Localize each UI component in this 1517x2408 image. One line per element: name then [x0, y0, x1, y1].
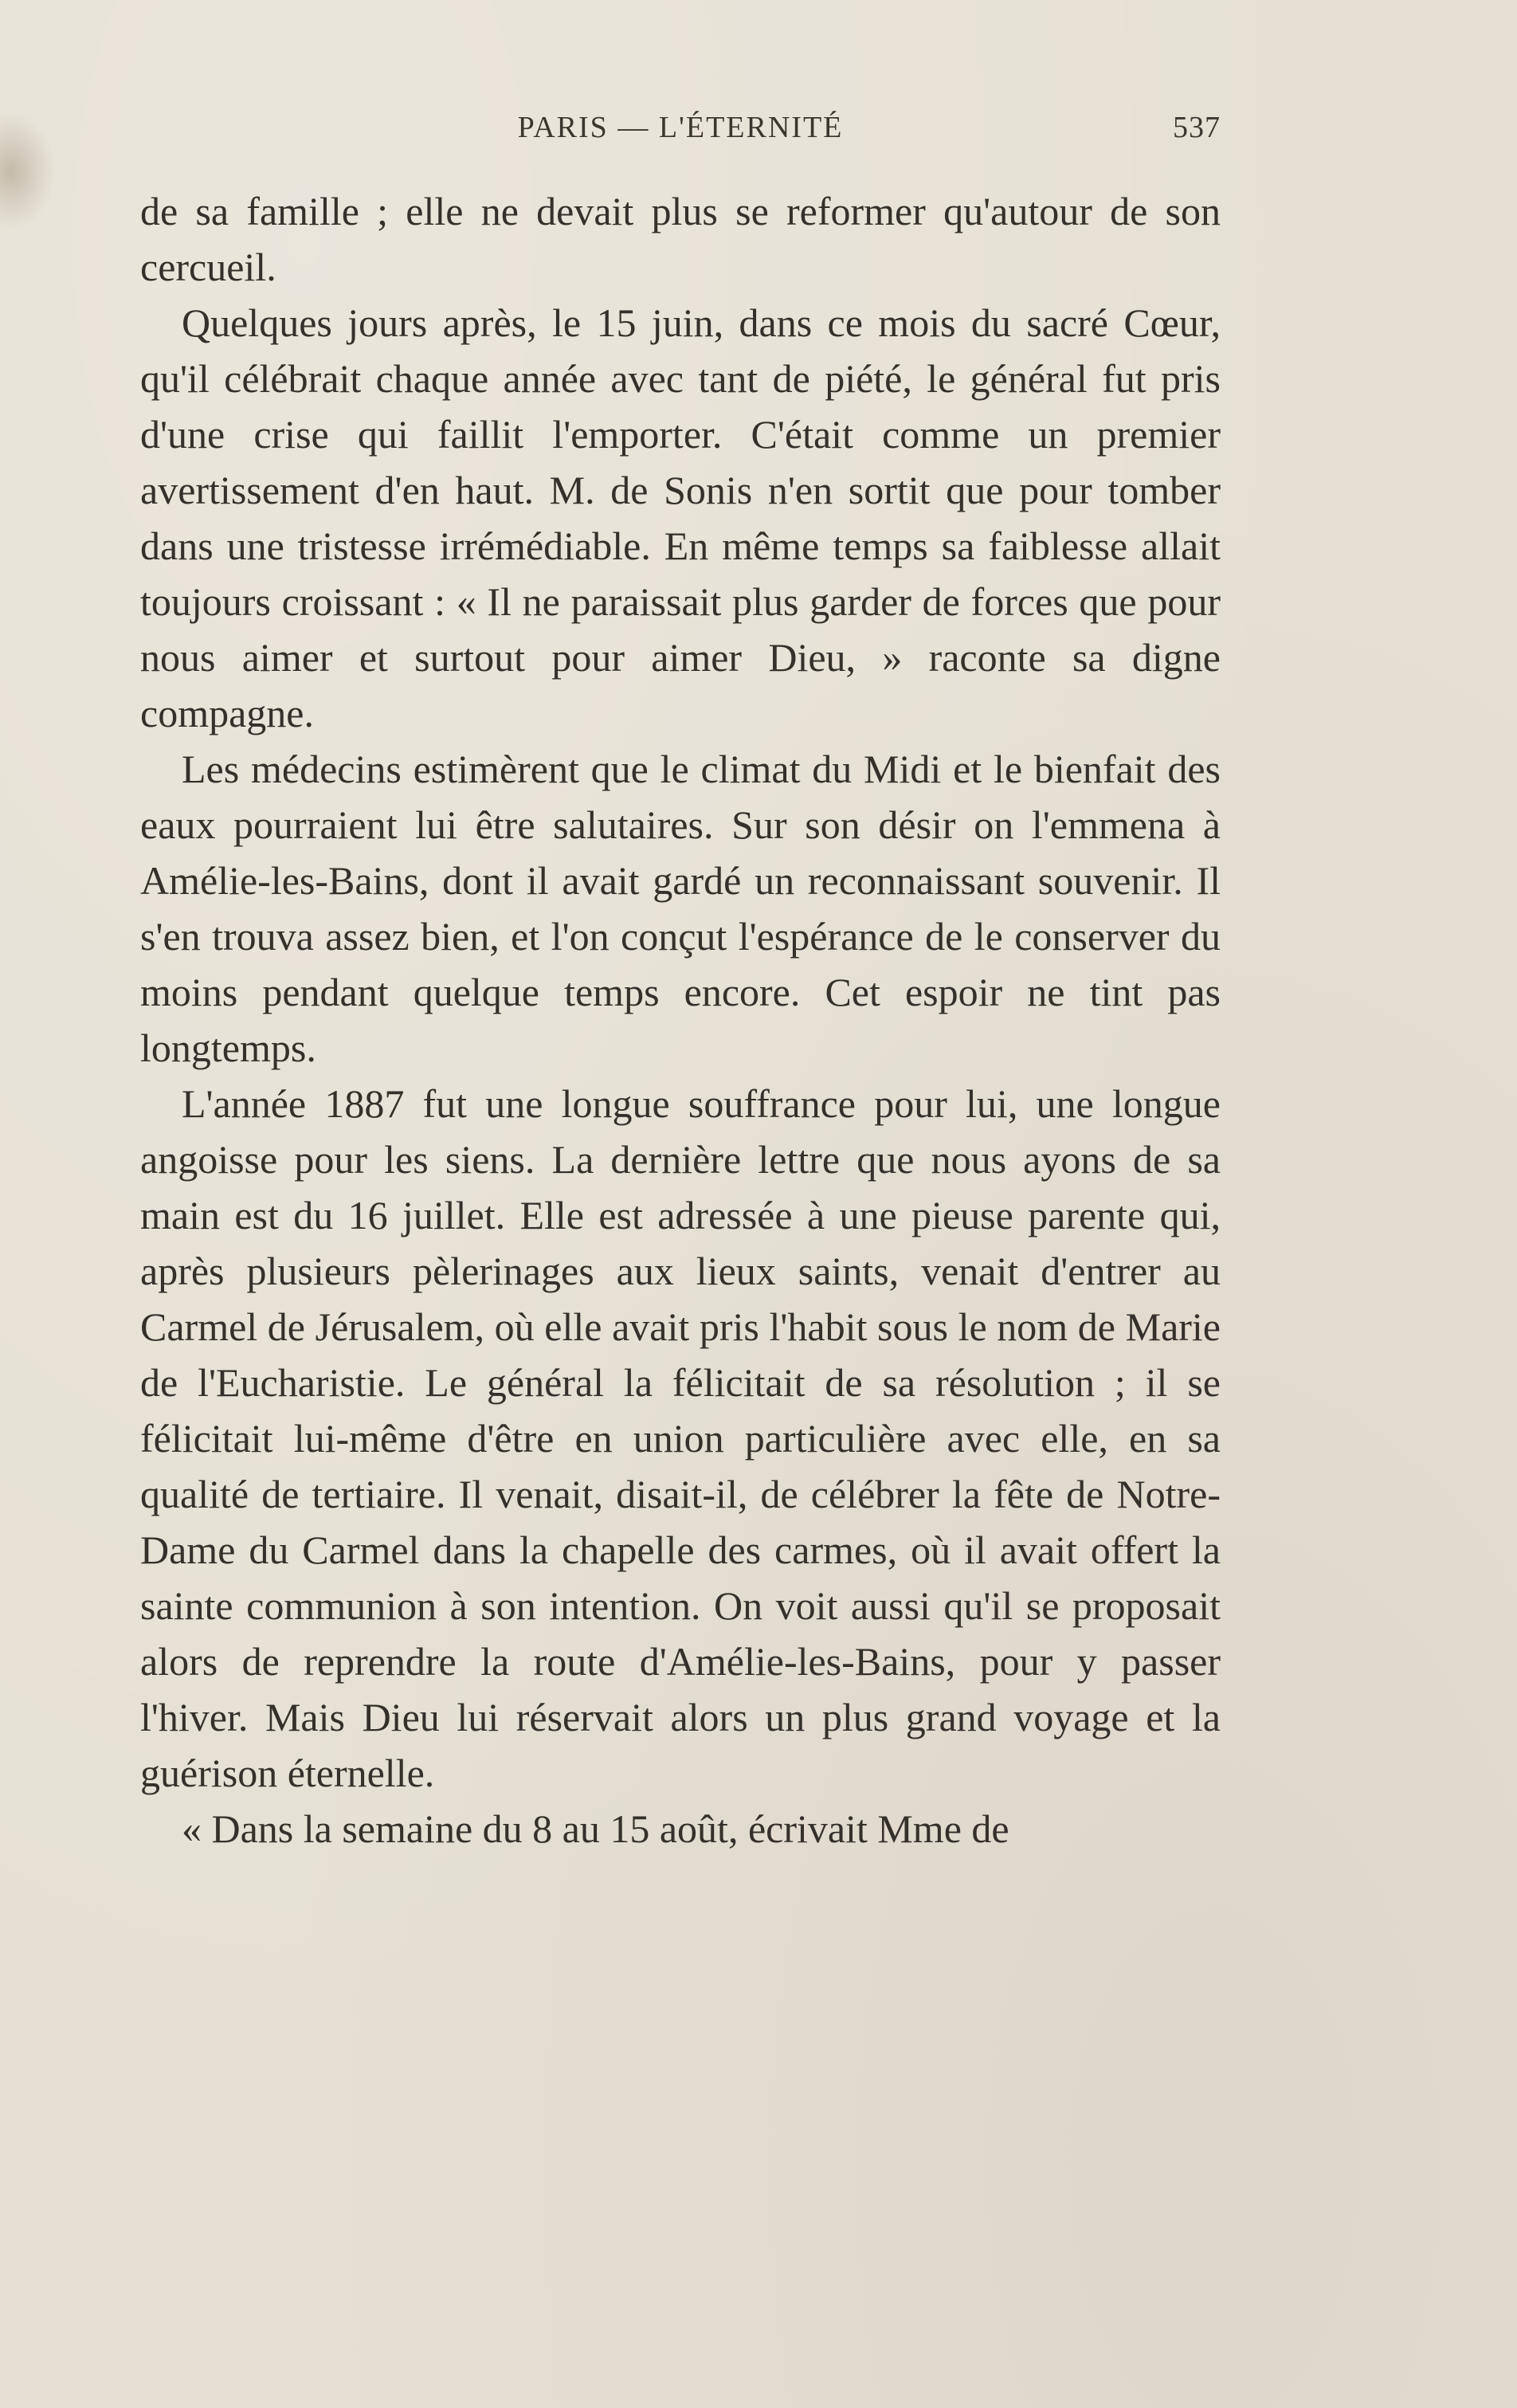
paragraph-quote-start: « Dans la semaine du 8 au 15 août, écrivait Mme de — [182, 1806, 1009, 1851]
page-edge-stain — [0, 112, 56, 231]
running-title: PARIS — L'ÉTERNITÉ — [517, 111, 844, 144]
page-number: 537 — [1173, 111, 1221, 144]
body-text — [140, 183, 1221, 1857]
paragraph-continuation: de sa famille ; elle ne devait plus se reformer qu'autour de son cercueil. — [140, 189, 1221, 289]
running-header — [140, 110, 1221, 158]
paragraph-1887: L'année 1887 fut une longue souffrance pour lui, une longue angoisse pour les siens. La dernière lettre que nous ayons de sa main est du 16 juillet. Elle est adressée à une pieuse parente qui, après plusieurs pèlerinages aux lieux saints, venait d'entrer au Carmel de Jérusalem, où elle avait pris l'habit sous le nom de Marie de l'Eucharistie. Le général la félicitait de sa résolution ; il se félicitait lui-même d'être en union particulière avec elle, en sa qualité de tertiaire. Il venait, disait-il, de célébrer la fête de Notre-Dame du Carmel dans la chapelle des carmes, où il avait offert la sainte communion à son intention. On voit aussi qu'il se proposait alors de reprendre la route d'Amélie-les-Bains, pour y passer l'hiver. Mais Dieu lui réservait alors un plus grand voyage et la guérison éternelle. — [140, 1081, 1221, 1795]
paragraph-illness: Quelques jours après, le 15 juin, dans ce mois du sacré Cœur, qu'il célébrait chaque année avec tant de piété, le général fut pris d'une crise qui faillit l'emporter. C'était comme un premier avertissement d'en haut. M. de Sonis n'en sortit que pour tomber dans une tristesse irrémédiable. En même temps sa faiblesse allait toujours croissant : « Il ne paraissait plus garder de forces que pour nous aimer et surtout pour aimer Dieu, » raconte sa digne compagne. — [140, 300, 1221, 735]
paragraph-amelie-les-bains: Les médecins estimèrent que le climat du Midi et le bienfait des eaux pourraient lui être salutaires. Sur son désir on l'emmena à Amélie-les-Bains, dont il avait gardé un reconnaissant souvenir. Il s'en trouva assez bien, et l'on conçut l'espérance de le conserver du moins pendant quelque temps encore. Cet espoir ne tint pas longtemps. — [140, 747, 1221, 1070]
